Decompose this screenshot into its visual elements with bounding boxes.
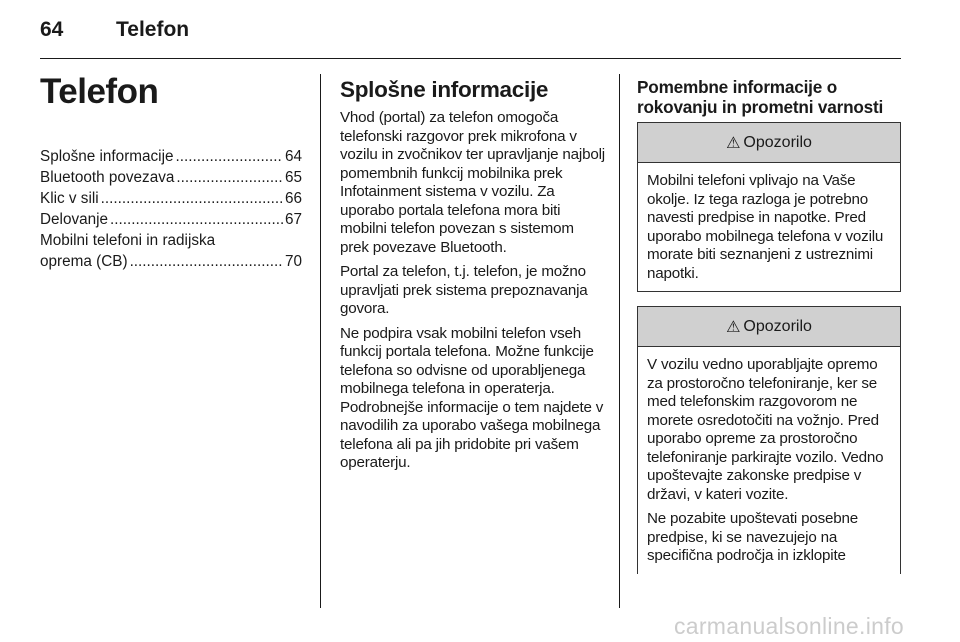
general-info-column [340, 77, 606, 479]
warning-header [638, 307, 900, 347]
warning-body [638, 163, 900, 291]
header-rule [40, 58, 901, 59]
toc-item[interactable] [40, 209, 302, 230]
toc-item[interactable] [40, 167, 302, 188]
warning-text: V vozilu vedno uporabljajte opremo za prostoročno telefoniranje, ker se med telefonskim razgovorom ne morete osredotočiti na vožnjo. Pred uporabo opreme za prostoročno telefoniranje parkirajte vozilo. Vedno upoštevajte zakonske predpise v državi, v kateri vozite. [647, 356, 884, 503]
chapter-toc-column [40, 72, 302, 272]
warning-body [638, 347, 900, 574]
important-info-column [637, 77, 901, 588]
body-paragraph: Portal za telefon, t.j. telefon, je možno upravljati prek sistema prepoznavanja govora. [340, 263, 588, 317]
column-divider-left [320, 74, 321, 608]
toc-label: Delovanje [40, 211, 109, 228]
warning-heading: Opozorilo [743, 317, 812, 335]
body-paragraph: Vhod (portal) za telefon omogoča telefonski razgovor prek mikrofona v vozilu in zvočnikov ter upravljanje najbolj pomembnih funkcij mobilnika prek Infotainment sistema v vozilu. Za uporabo portala telefona mora biti mobilni telefon povezan s sistemom prek povezave Bluetooth. [340, 109, 605, 256]
toc-page: 64 [284, 148, 302, 165]
warning-header [638, 123, 900, 163]
toc-label: Klic v sili [40, 190, 99, 207]
toc-page: 70 [284, 253, 302, 270]
warning-triangle-icon: ⚠ [726, 318, 741, 336]
toc-page: 66 [284, 190, 302, 207]
toc-item-multiline[interactable] [40, 230, 302, 272]
chapter-title: Telefon [40, 72, 159, 111]
toc-leader [110, 209, 283, 230]
toc-item[interactable] [40, 146, 302, 167]
warning-text: Mobilni telefoni vplivajo na Vaše okolje. Iz tega razloga je potrebno navesti predpise in napotke. Pred uporabo mobilnega telefona v vozilu morate biti seznanjeni z ustreznimi napotki. [647, 172, 884, 282]
toc-item[interactable] [40, 188, 302, 209]
column-divider-right [619, 74, 620, 608]
toc-leader [130, 251, 283, 272]
toc-label-line1: Mobilni telefoni in radijska [40, 232, 216, 249]
running-header-title: Telefon [116, 18, 190, 41]
subsection-title: Pomembne informacije o rokovanju in prometni varnosti [637, 77, 884, 117]
watermark: carmanualsonline.info [673, 613, 904, 639]
toc-label: Bluetooth povezava [40, 169, 175, 186]
page-number: 64 [40, 18, 64, 41]
section-title: Splošne informacije [340, 77, 549, 102]
toc-leader [176, 167, 283, 188]
warning-text: Ne pozabite upoštevati posebne predpise, ki se navezujejo na specifična področja in izklopite [647, 510, 859, 564]
warning-heading: Opozorilo [743, 133, 812, 151]
body-paragraph: Ne podpira vsak mobilni telefon vseh funkcij portala telefona. Možne funkcije telefona so odvisne od uporabljenega mobilnega telefona in operaterja. Podrobnejše informacije o tem najdete v navodilih za uporabo vašega mobilnega telefona ali pa jih pridobite pri vašem operaterju. [340, 324, 604, 471]
toc-page: 65 [284, 169, 302, 186]
toc-page: 67 [284, 211, 302, 228]
toc-label: oprema (CB) [40, 253, 128, 270]
toc-label: Splošne informacije [40, 148, 174, 165]
warning-box [637, 122, 901, 292]
toc-leader [176, 146, 283, 167]
warning-triangle-icon: ⚠ [726, 134, 741, 152]
toc-leader [101, 188, 283, 209]
warning-box [637, 306, 901, 574]
